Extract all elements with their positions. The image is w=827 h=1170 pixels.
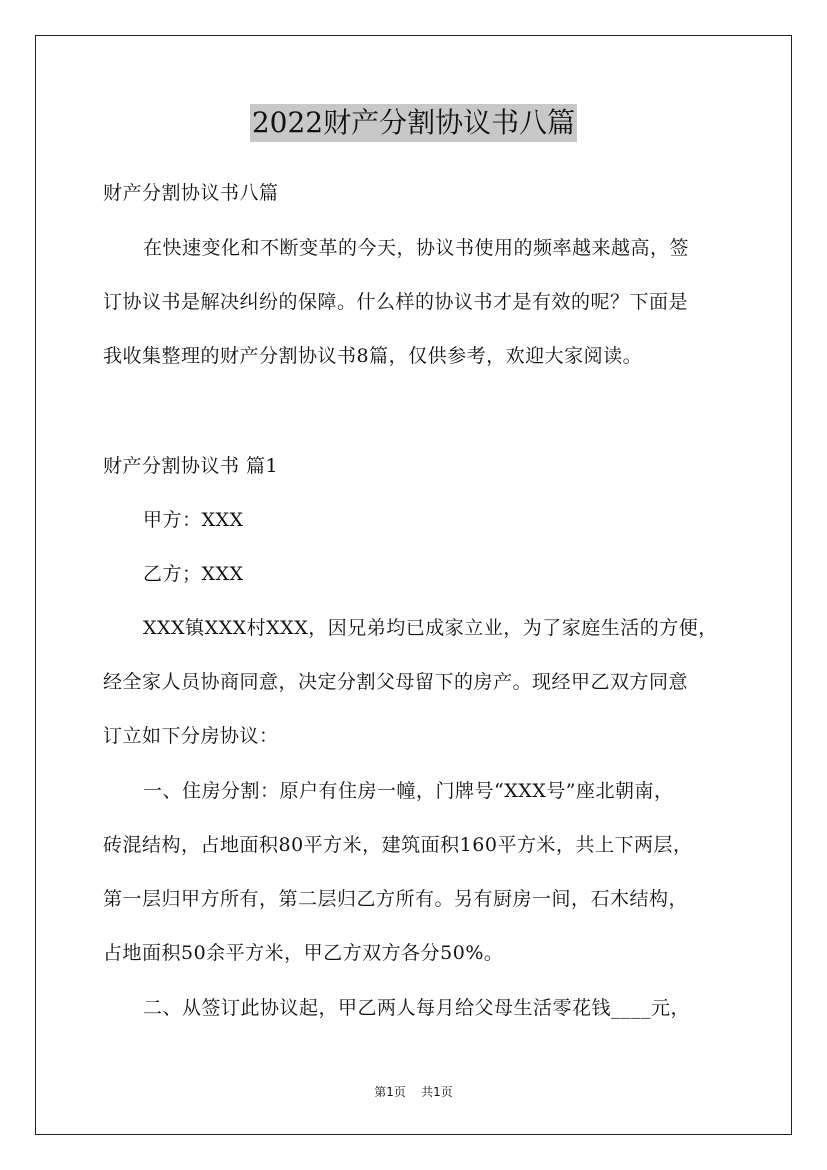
party-b-line: 乙方；XXX bbox=[143, 563, 244, 585]
title-container bbox=[0, 104, 827, 142]
document-title: 2022财产分割协议书八篇 bbox=[250, 104, 577, 142]
paragraph-line: 订立如下分房协议： bbox=[103, 725, 279, 747]
paragraph-line: XXX镇XXX村XXX，因兄弟均已成家立业，为了家庭生活的方便， bbox=[143, 617, 718, 639]
page-number: 第1页 bbox=[374, 1085, 406, 1099]
paragraph-line: 砖混结构，占地面积80平方米，建筑面积160平方米，共上下两层， bbox=[103, 834, 693, 856]
section-heading: 财产分割协议书八篇 bbox=[103, 182, 279, 204]
paragraph-line: 占地面积50余平方米，甲乙方双方各分50%。 bbox=[103, 942, 504, 964]
paragraph-line: 一、住房分割：原户有住房一幢，门牌号“XXX号”座北朝南， bbox=[143, 780, 674, 802]
page-footer bbox=[0, 1084, 827, 1100]
paragraph-line: 订协议书是解决纠纷的保障。什么样的协议书才是有效的呢？下面是 bbox=[103, 291, 689, 313]
party-a-line: 甲方：XXX bbox=[143, 509, 244, 531]
paragraph-line: 在快速变化和不断变革的今天，协议书使用的频率越来越高，签 bbox=[143, 237, 690, 259]
paragraph-line: 第一层归甲方所有，第二层归乙方所有。另有厨房一间，石木结构， bbox=[103, 888, 689, 910]
section-heading: 财产分割协议书 篇1 bbox=[103, 455, 279, 477]
paragraph-line: 二、从签订此协议起，甲乙两人每月给父母生活零花钱____元， bbox=[143, 997, 691, 1019]
paragraph-line: 经全家人员协商同意，决定分割父母留下的房产。现经甲乙双方同意 bbox=[103, 671, 689, 693]
paragraph-line: 我收集整理的财产分割协议书8篇，仅供参考，欢迎大家阅读。 bbox=[103, 345, 643, 367]
total-pages: 共1页 bbox=[421, 1085, 453, 1099]
